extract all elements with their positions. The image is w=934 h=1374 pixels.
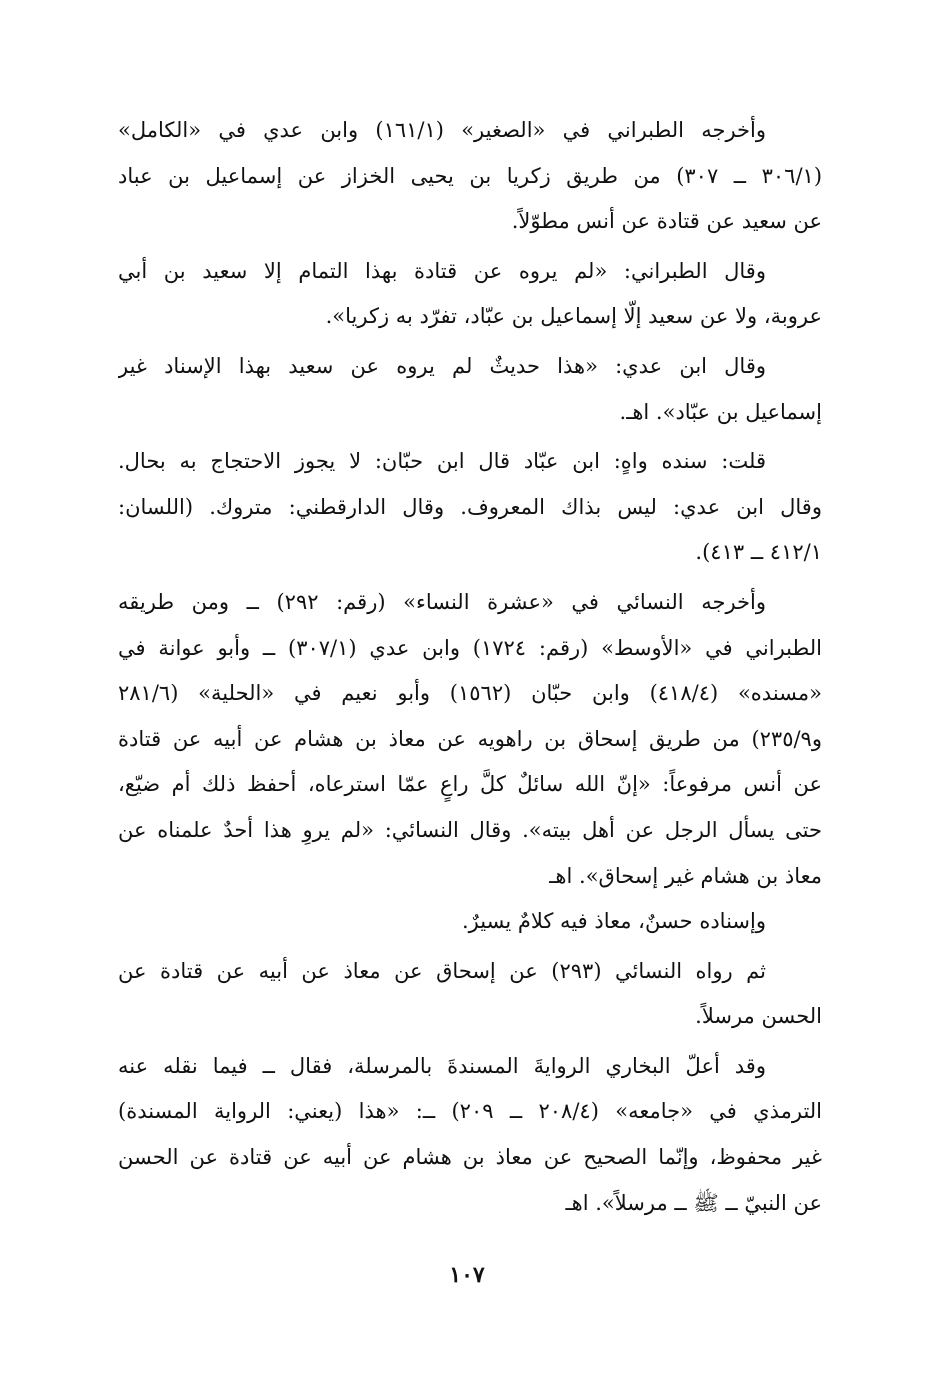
text-line: وقال الطبراني: «لم يروه عن قتادة بهذا التمام إلا سعيد بن أبي xyxy=(118,258,766,283)
text-line: عن سعيد عن قتادة عن أنس مطوّلاً. xyxy=(511,209,822,234)
text-line: الترمذي في «جامعه» (٢٠٨/٤ ــ ٢٠٩) ــ: «هذا (يعني: الرواية المسندة) xyxy=(118,1099,822,1124)
text-line: الطبراني في «الأوسط» (رقم: ١٧٢٤) وابن عدي (٣٠٧/١) ــ وأبو عوانة في xyxy=(118,635,822,660)
text-line: عروبة، ولا عن سعيد إلّا إسماعيل بن عبّاد، تفرّد به زكريا». xyxy=(325,304,822,329)
text-line: إسماعيل بن عبّاد». اهـ. xyxy=(619,399,822,424)
text-line: غير محفوظ، وإنّما الصحيح عن معاذ بن هشام عن أبيه عن قتادة عن الحسن xyxy=(118,1145,822,1170)
text-line: «مسنده» (٤١٨/٤) وابن حبّان (١٥٦٢) وأبو نعيم في «الحلية» (٢٨١/٦ xyxy=(118,681,822,706)
text-line: حتى يسأل الرجل عن أهل بيته». وقال النسائي: «لم يروِ هذا أحدٌ علمناه عن xyxy=(118,817,822,842)
text-line: عن أنس مرفوعاً: «إنّ الله سائلٌ كلَّ راعٍ عمّا استرعاه، أحفظ ذلك أم ضيّع، xyxy=(118,772,822,797)
text-line: (٣٠٦/١ ــ ٣٠٧) من طريق زكريا بن يحيى الخزاز عن إسماعيل بن عباد xyxy=(118,163,822,188)
text-line: و٢٣٥/٩) من طريق إسحاق بن راهويه عن معاذ بن هشام عن أبيه عن قتادة xyxy=(118,726,822,751)
text-line: وقال ابن عدي: ليس بذاك المعروف. وقال الدارقطني: متروك. (اللسان: xyxy=(118,494,822,519)
text-line: ثم رواه النسائي (٢٩٣) عن إسحاق عن معاذ عن أبيه عن قتادة عن xyxy=(118,958,766,983)
text-line: الحسن مرسلاً. xyxy=(695,1004,822,1029)
text-line: عن النبيّ ــ ﷺ ــ مرسلاً». اهـ xyxy=(565,1190,822,1215)
text-line: قلت: سنده واهٍ: ابن عبّاد قال ابن حبّان: لا يجوز الاحتجاج به بحال. xyxy=(118,449,766,474)
text-line: وأخرجه الطبراني في «الصغير» (١٦١/١) وابن عدي في «الكامل» xyxy=(118,118,766,142)
text-line: وقد أعلّ البخاري الروايةَ المسندةَ بالمرسلة، فقال ــ فيما نقله عنه xyxy=(118,1053,766,1078)
text-line: وإسناده حسنٌ، معاذ فيه كلامٌ يسيرٌ. xyxy=(462,909,766,934)
text-line: وقال ابن عدي: «هذا حديثٌ لم يروه عن سعيد بهذا الإسناد غير xyxy=(118,353,766,378)
text-line: معاذ بن هشام غير إسحاق». اهـ xyxy=(549,863,822,888)
text-line: وأخرجه النسائي في «عشرة النساء» (رقم: ٢٩٢) ــ ومن طريقه xyxy=(118,589,766,614)
text-line: ٤١٢/١ ــ ٤١٣). xyxy=(695,540,822,565)
page-number: ١٠٧ xyxy=(449,1262,485,1288)
arabic-text-body xyxy=(118,108,822,1226)
